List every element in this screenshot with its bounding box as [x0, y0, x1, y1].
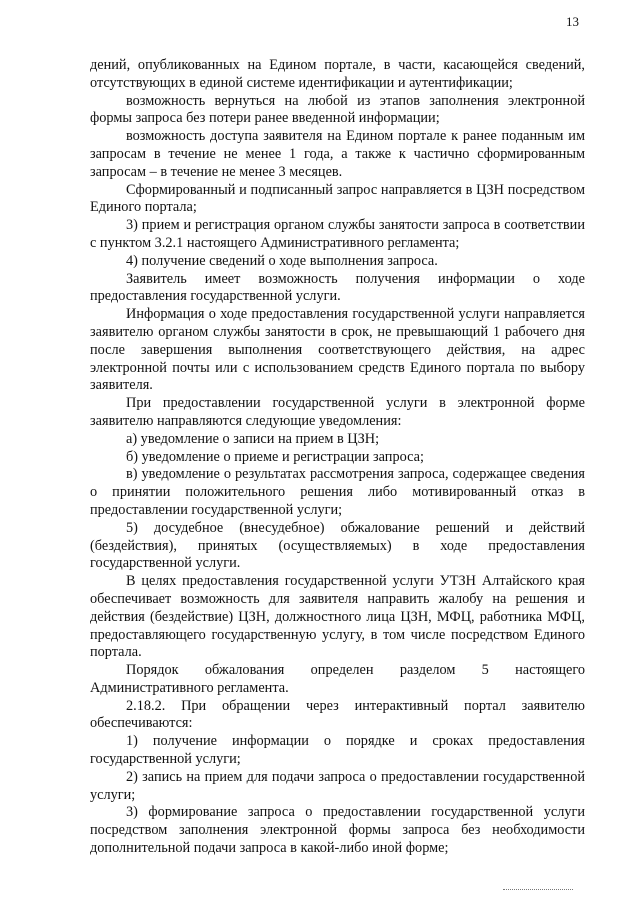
paragraph: Сформированный и подписанный запрос направляется в ЦЗН посредством Единого портала;: [90, 181, 585, 216]
paragraph: а) уведомление о записи на прием в ЦЗН;: [126, 430, 380, 447]
paragraph: 2) запись на прием для подачи запроса о предоставлении государственной услуги;: [90, 768, 585, 803]
paragraph: 1) получение информации о порядке и сроках предоставления государственной услуги;: [90, 733, 585, 768]
page-number: 13: [566, 14, 579, 29]
paragraph: В целях предоставления государственной услуги УТЗН Алтайского края обеспечивает возможность для заявителя направить жалобу на решения и действия (бездействие) ЦЗН, должностного лица ЦЗН, МФЦ, работника МФЦ, предоставляющего государственную услугу, в том числе посредством Единого портала.: [90, 573, 585, 661]
paragraph: дений, опубликованных на Едином портале, в части, касающейся сведений, отсутствующих в единой системе идентификации и аутентификации;: [90, 57, 585, 91]
paragraph: Заявитель имеет возможность получения информации о ходе предоставления государственной услуги.: [90, 270, 585, 305]
paragraph: 2.18.2. При обращении через интерактивный портал заявителю обеспечиваются:: [90, 697, 585, 732]
paragraph: б) уведомление о приеме и регистрации запроса;: [126, 448, 424, 465]
paragraph: 3) прием и регистрация органом службы занятости запроса в соответствии с пунктом 3.2.1 настоящего Административного регламента;: [90, 217, 585, 251]
document-body: [90, 57, 585, 858]
paragraph: Порядок обжалования определен разделом 5 настоящего Административного регламента.: [90, 662, 585, 696]
paragraph: 4) получение сведений о ходе выполнения запроса.: [126, 252, 438, 269]
paragraph: 5) досудебное (внесудебное) обжалование решений и действий (бездействия), принятых (осуществляемых) в ходе предоставления государственной услуги.: [90, 519, 585, 572]
paragraph: возможность вернуться на любой из этапов заполнения электронной формы запроса без потери ранее введенной информации;: [90, 92, 585, 127]
paragraph: Информация о ходе предоставления государственной услуги направляется заявителю органом службы занятости в срок, не превышающий 1 рабочего дня после завершения выполнения соответствующего действия, на адрес электронной почты или с использованием средств Единого портала по выбору заявителя.: [90, 306, 585, 394]
paragraph: в) уведомление о результатах рассмотрения запроса, содержащее сведения о принятии положительного решения либо мотивированный отказ в предоставлении государственной услуги;: [90, 466, 585, 518]
paragraph: При предоставлении государственной услуги в электронной форме заявителю направляются следующие уведомления:: [90, 395, 585, 429]
scan-artifact-line: [503, 889, 573, 892]
paragraph: 3) формирование запроса о предоставлении государственной услуги посредством заполнения электронной формы запроса без необходимости дополнительной подачи запроса в какой-либо иной форме;: [90, 804, 585, 857]
paragraph: возможность доступа заявителя на Едином портале к ранее поданным им запросам в течение не менее 1 года, а также к частично сформированным запросам – в течение не менее 3 месяцев.: [90, 128, 585, 180]
